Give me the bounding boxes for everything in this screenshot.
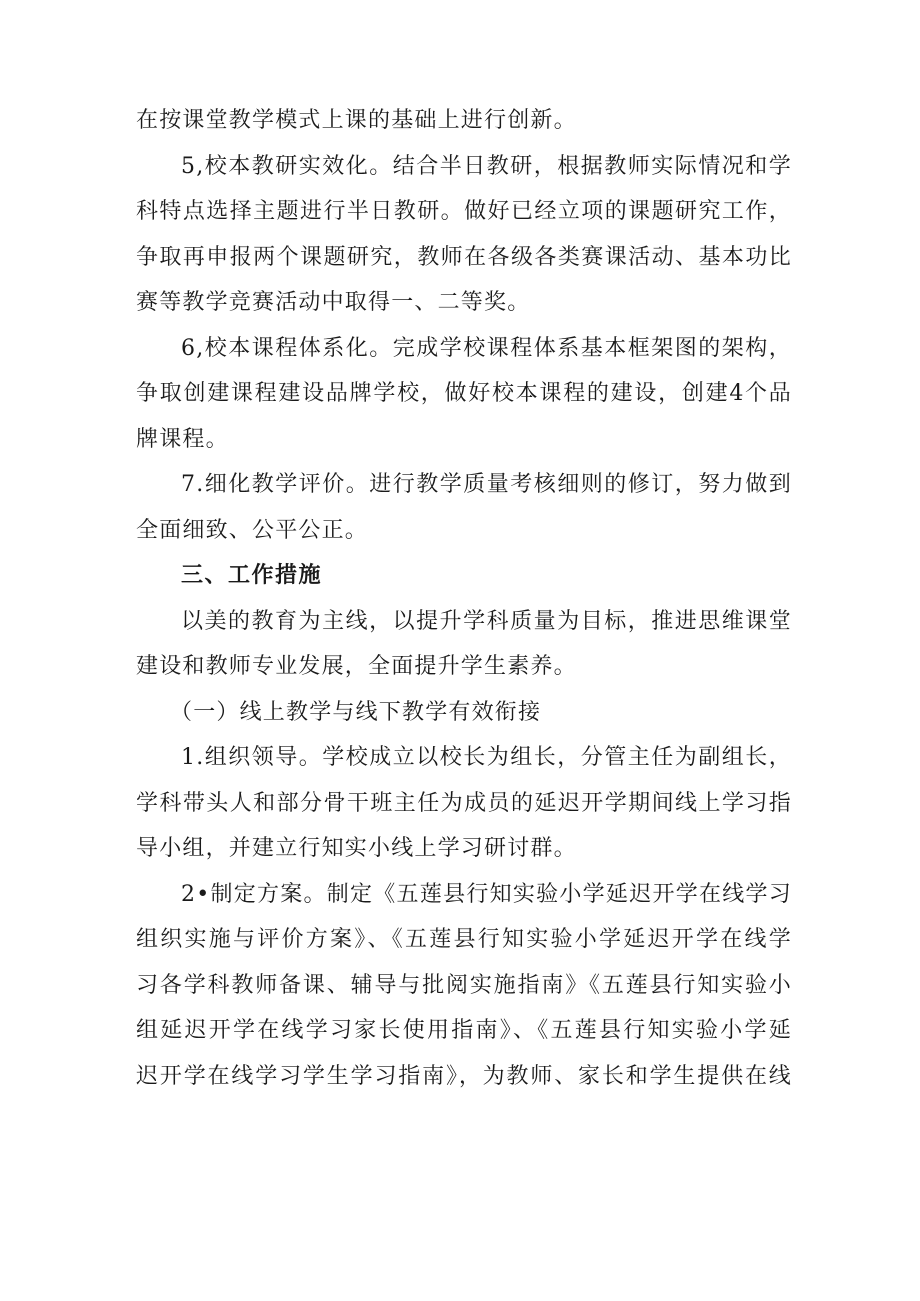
text-line: 牌课程。: [136, 426, 229, 452]
text-line: 全面细致、公平公正。: [136, 517, 369, 543]
subsection-heading: （一）线上教学与线下教学有效衔接: [170, 699, 542, 725]
text-line: 在按课堂教学模式上课的基础上进行创新。: [136, 108, 577, 133]
paragraph-first-line: 7.细化教学评价。进行教学质量考核细则的修订，努力做到: [181, 472, 792, 497]
text-line: 习各学科教师备课、辅导与批阅实施指南》《五莲县行知实验小: [136, 972, 792, 998]
text-line: 科特点选择主题进行半日教研。做好已经立项的课题研究工作，: [136, 199, 792, 224]
paragraph-first-line: 2•制定方案。制定《五莲县行知实验小学延迟开学在线学习: [181, 881, 792, 907]
paragraph-first-line: 6,校本课程体系化。完成学校课程体系基本框架图的架构，: [181, 335, 792, 361]
paragraph-first-line: 以美的教育为主线，以提升学科质量为目标，推进思维课堂: [181, 608, 792, 634]
paragraph-first-line: 1.组织领导。学校成立以校长为组长，分管主任为副组长，: [181, 745, 792, 770]
text-line: 赛等教学竞赛活动中取得一、二等奖。: [136, 290, 531, 315]
text-line: 建设和教师专业发展，全面提升学生素养。: [136, 654, 577, 679]
text-line: 学科带头人和部分骨干班主任为成员的延迟开学期间线上学习指: [136, 790, 792, 816]
text-line: 组织实施与评价方案》、《五莲县行知实验小学延迟开学在线学: [136, 927, 792, 952]
text-line: 迟开学在线学习学生学习指南》，为教师、家长和学生提供在线: [136, 1063, 792, 1089]
section-heading: 三、工作措施: [181, 563, 323, 588]
text-line: 争取创建课程建设品牌学校，做好校本课程的建设，创建4个品: [136, 381, 792, 406]
text-line: 导小组，并建立行知实小线上学习研讨群。: [136, 836, 577, 861]
text-line: 组延迟开学在线学习家长使用指南》、《五莲县行知实验小学延: [136, 1018, 792, 1043]
paragraph-first-line: 5,校本教研实效化。结合半日教研，根据教师实际情况和学: [181, 153, 792, 179]
document-body: [136, 98, 792, 1099]
text-line: 争取再申报两个课题研究，教师在各级各类赛课活动、基本功比: [136, 244, 792, 270]
